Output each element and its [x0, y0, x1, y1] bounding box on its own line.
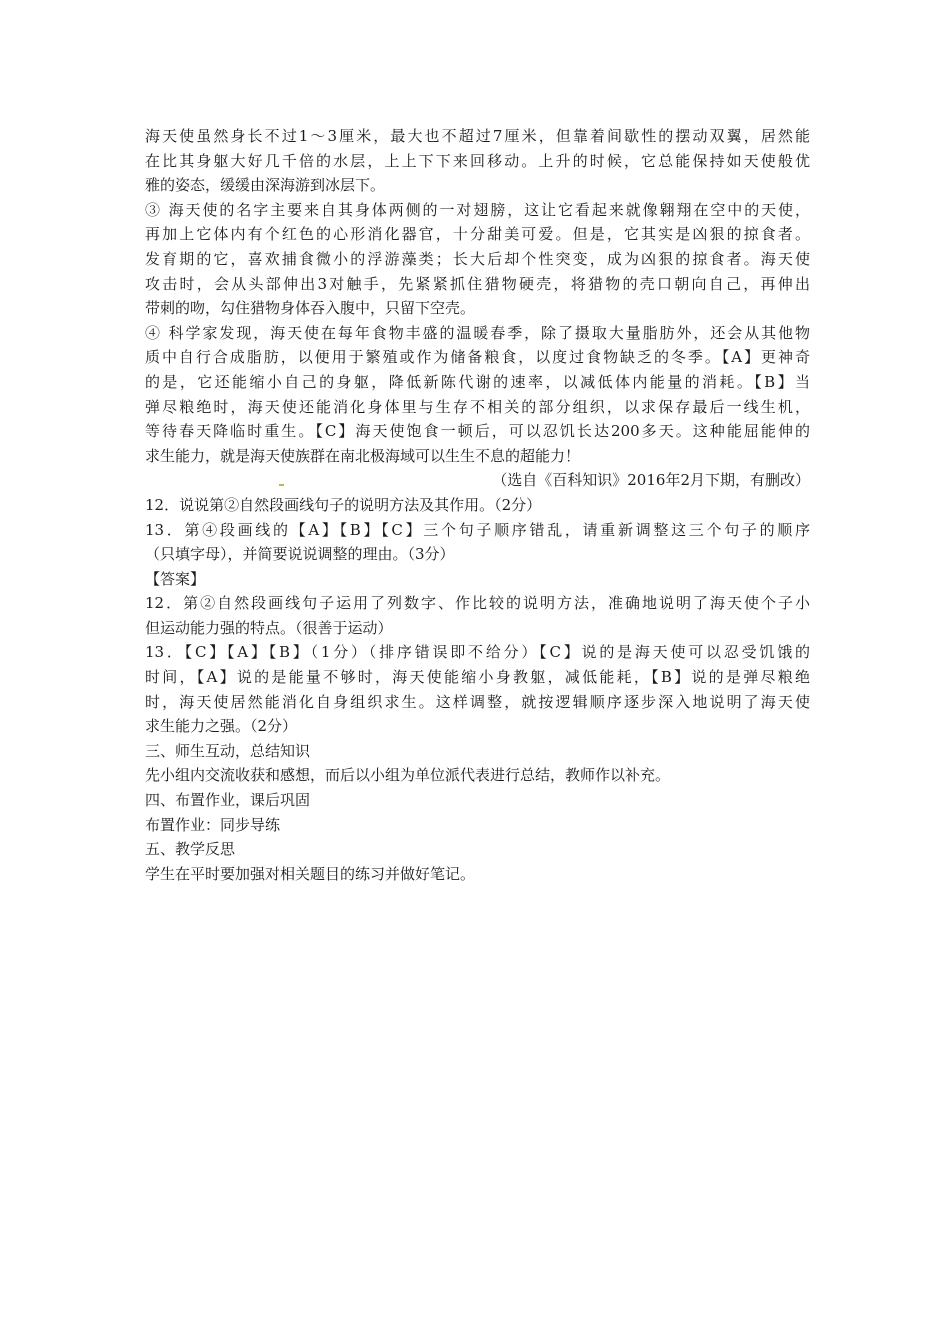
source-text: （选自《百科知识》2016年2月下期，有删改）: [492, 471, 810, 490]
section-5-title: 五、教学反思: [145, 840, 236, 859]
answer-13-line: 时，海天使居然能消化自身组织求生。这样调整，就按逻辑顺序逐步深入地说明了海天使: [145, 692, 810, 711]
section-4-text: 布置作业：同步导练: [145, 815, 281, 834]
mark-dot: [279, 484, 284, 486]
question-13-line: 13．第④段画线的【A】【B】【C】三个句子顺序错乱，请重新调整这三个句子的顺序: [145, 520, 810, 539]
answer-12-line: 但运动能力强的特点。（很善于运动）: [145, 618, 393, 637]
passage-paragraph-2: [145, 124, 810, 198]
section-4-title: 四、布置作业，课后巩固: [145, 791, 311, 810]
text-line: 求生能力，就是海天使族群在南北极海域可以生生不息的超能力！: [145, 446, 581, 465]
text-line: 雅的姿态，缓缓由深海游到冰层下。: [145, 176, 386, 195]
text-line: 质中自行合成脂肪，以便用于繁殖或作为储备粮食，以度过食物缺乏的冬季。【A】更神奇: [145, 348, 810, 367]
text-line: 在比其身躯大好几千倍的水层，上上下下来回移动。上升的时候，它总能保持如天使般优: [145, 151, 810, 170]
teaching-sections: [145, 739, 810, 887]
passage-paragraph-3: [145, 198, 810, 321]
question-12: 12．说说第②自然段画线句子的说明方法及其作用。（2分）: [145, 495, 542, 514]
text-line: ③ 海天使的名字主要来自其身体两侧的一对翅膀，这让它看起来就像翱翔在空中的天使，: [145, 200, 810, 219]
text-line: ④ 科学家发现，海天使在每年食物丰盛的温暖春季，除了摄取大量脂肪外，还会从其他物: [145, 323, 810, 342]
text-line: 发育期的它，喜欢捕食微小的浮游藻类；长大后却个性突变，成为凶狠的掠食者。海天使: [145, 249, 810, 268]
text-line: 再加上它体内有个红色的心形消化器官，十分甜美可爱。但是，它其实是凶狠的掠食者。: [145, 225, 810, 244]
section-3-title: 三、师生互动，总结知识: [145, 741, 311, 760]
passage-paragraph-4: [145, 321, 810, 469]
answer-13-line: 13．【C】【A】【B】（1分）（排序错误即不给分）【C】说的是海天使可以忍受饥饿的: [145, 643, 810, 662]
answer-section: [145, 567, 810, 739]
document-page: [145, 124, 810, 886]
text-line: 带刺的吻，勾住猎物身体吞入腹中，只留下空壳。: [145, 299, 476, 318]
source-citation: [145, 468, 810, 493]
text-line: 攻击时，会从头部伸出3对触手，先紧紧抓住猎物硬壳，将猎物的壳口朝向自己，再伸出: [145, 274, 810, 293]
answer-12-line: 12．第②自然段画线句子运用了列数字、作比较的说明方法，准确地说明了海天使个子小: [145, 594, 810, 613]
text-line: 弹尽粮绝时，海天使还能消化身体里与生存不相关的部分组织，以求保存最后一线生机，: [145, 397, 810, 416]
text-line: 海天使虽然身长不过1～3厘米，最大也不超过7厘米，但靠着间歇性的摆动双翼，居然能: [145, 127, 810, 145]
answer-heading: 【答案】: [145, 569, 206, 588]
section-3-text: 先小组内交流收获和感想，而后以小组为单位派代表进行总结，教师作以补充。: [145, 766, 671, 785]
question-13-line: （只填字母），并简要说说调整的理由。（3分）: [145, 545, 455, 564]
answer-13-line: 时间，【A】说的是能量不够时，海天使能缩小身教躯，减低能耗，【B】说的是弹尽粮绝: [145, 668, 810, 687]
text-line: 等待春天降临时重生。【C】海天使饱食一顿后，可以忍饥长达200多天。这种能屈能伸的: [145, 422, 810, 441]
answer-13-line: 求生能力之强。（2分）: [145, 717, 298, 736]
questions: [145, 493, 810, 567]
section-5-text: 学生在平时要加强对相关题目的练习并做好笔记。: [145, 864, 476, 883]
text-line: 的是，它还能缩小自己的身躯，降低新陈代谢的速率，以减低体内能量的消耗。【B】当: [145, 372, 810, 391]
